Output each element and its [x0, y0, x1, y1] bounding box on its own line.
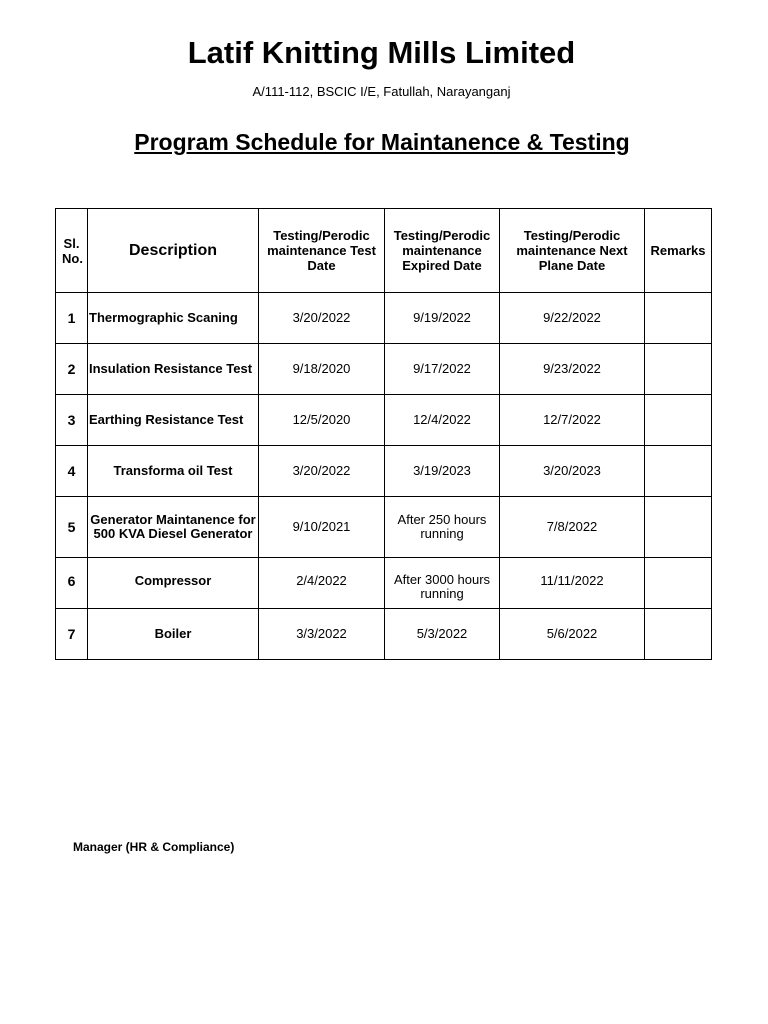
document-title: Program Schedule for Maintanence & Testing [134, 129, 630, 155]
row-description: Earthing Resistance Test [88, 395, 259, 446]
row-sl-text: 6 [67, 573, 76, 589]
signature-label: Manager (HR & Compliance) [73, 840, 235, 854]
row-sl: 3 [56, 395, 88, 446]
table-row [56, 609, 712, 660]
column-header-description: Description [88, 209, 259, 293]
table-row [56, 558, 712, 609]
row-test-date: 3/3/2022 [259, 609, 385, 660]
row-test-date-text: 2/4/2022 [296, 573, 347, 588]
column-header-sl: Sl. No. [56, 209, 88, 293]
row-remarks [645, 558, 712, 609]
row-sl [56, 558, 88, 609]
table-row [56, 293, 712, 344]
row-remarks [645, 446, 712, 497]
row-description: Transforma oil Test [88, 446, 259, 497]
table-row [56, 395, 712, 446]
row-remarks [645, 497, 712, 558]
row-expired-date: 9/19/2022 [385, 293, 500, 344]
table-row [56, 344, 712, 395]
row-next-date [500, 558, 645, 609]
row-description: Generator Maintanence for 500 KVA Diesel Generator [88, 497, 259, 558]
row-sl: 5 [56, 497, 88, 558]
row-description: Thermographic Scaning [88, 293, 259, 344]
row-expired-date-text: After 3000 hours running [393, 572, 491, 601]
row-expired-date: 12/4/2022 [385, 395, 500, 446]
row-test-date: 9/10/2021 [259, 497, 385, 558]
table-row [56, 497, 712, 558]
row-sl: 4 [56, 446, 88, 497]
column-header-remarks: Remarks [645, 209, 712, 293]
company-name: Latif Knitting Mills Limited [187, 35, 576, 70]
row-test-date: 9/18/2020 [259, 344, 385, 395]
row-test-date [259, 558, 385, 609]
row-next-date: 5/6/2022 [500, 609, 645, 660]
row-next-date: 9/22/2022 [500, 293, 645, 344]
row-remarks [645, 609, 712, 660]
row-test-date: 12/5/2020 [259, 395, 385, 446]
row-expired-date: 5/3/2022 [385, 609, 500, 660]
row-description-text: Compressor [134, 573, 212, 588]
row-next-date: 12/7/2022 [500, 395, 645, 446]
table-header-row [56, 209, 712, 293]
row-expired-date [385, 558, 500, 609]
column-header-test-date: Testing/Perodic maintenance Test Date [259, 209, 385, 293]
row-expired-date: After 250 hours running [385, 497, 500, 558]
row-sl: 7 [56, 609, 88, 660]
row-remarks [645, 395, 712, 446]
row-next-date: 9/23/2022 [500, 344, 645, 395]
row-sl: 2 [56, 344, 88, 395]
row-next-date: 7/8/2022 [500, 497, 645, 558]
row-sl: 1 [56, 293, 88, 344]
row-description: Boiler [88, 609, 259, 660]
row-next-date: 3/20/2023 [500, 446, 645, 497]
row-remarks [645, 344, 712, 395]
row-test-date: 3/20/2022 [259, 293, 385, 344]
row-description [88, 558, 259, 609]
row-expired-date: 3/19/2023 [385, 446, 500, 497]
row-next-date-text: 11/11/2022 [540, 573, 604, 588]
row-remarks [645, 293, 712, 344]
column-header-next-date: Testing/Perodic maintenance Next Plane Date [500, 209, 645, 293]
row-expired-date: 9/17/2022 [385, 344, 500, 395]
row-description: Insulation Resistance Test [88, 344, 259, 395]
company-address: A/111-112, BSCIC I/E, Fatullah, Narayanganj [252, 84, 511, 99]
schedule-table [55, 208, 712, 660]
row-test-date: 3/20/2022 [259, 446, 385, 497]
table-row [56, 446, 712, 497]
column-header-expired-date: Testing/Perodic maintenance Expired Date [385, 209, 500, 293]
